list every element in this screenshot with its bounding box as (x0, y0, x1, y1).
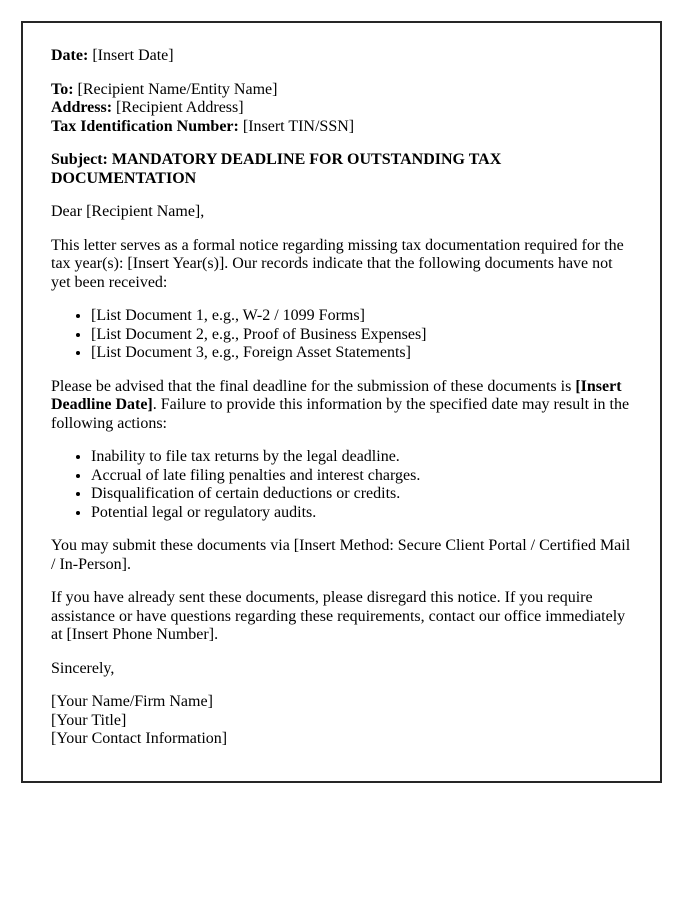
text-run: Sincerely, (51, 659, 115, 677)
bold-text-run: Tax Identification Number: (51, 117, 239, 135)
bullet-item: • [List Document 3, e.g., Foreign Asset Statements] (91, 344, 634, 363)
bullet-item: • Inability to file tax returns by the legal deadline. (91, 448, 634, 467)
bullet-item: • [List Document 1, e.g., W-2 / 1099 Forms] (91, 307, 634, 326)
salutation (51, 203, 634, 222)
bold-text-run: Date: (51, 47, 89, 64)
text-run: If you have already sent these documents, please disregard this notice. If you require assistance or have questions regarding these requirements, contact our office immediately at [Insert Phone Number]. (51, 589, 626, 643)
text-run: [Insert Date] (88, 47, 174, 64)
text-run: Please be advised that the final deadline for the submission of these documents is (51, 377, 576, 395)
consequences-list (51, 448, 634, 522)
bullet-item: • Potential legal or regulatory audits. (91, 504, 634, 523)
submission-method-paragraph (51, 537, 634, 574)
text-run: [Recipient Name/Entity Name] (73, 80, 278, 98)
recipient-block (51, 81, 634, 137)
subject-line (51, 151, 634, 188)
text-run: You may submit these documents via [Insert Method: Secure Client Portal / Certified Mail / In-Person]. (51, 537, 631, 573)
bold-text-run: Subject: MANDATORY DEADLINE FOR OUTSTANDING TAX DOCUMENTATION (51, 151, 502, 187)
date-line (51, 47, 634, 66)
text-run: [Your Title] (51, 711, 127, 729)
bold-text-run: To: (51, 80, 74, 98)
letter-document (21, 21, 662, 783)
disregard-paragraph (51, 589, 634, 645)
text-run: [Your Name/Firm Name] (51, 693, 213, 710)
bold-text-run: Address: (51, 99, 113, 116)
text-run: Dear [Recipient Name], (51, 203, 205, 220)
bullet-item: • Accrual of late filing penalties and interest charges. (91, 467, 634, 486)
text-run: [Recipient Address] (112, 99, 244, 116)
signature-block (51, 693, 634, 749)
bullet-item: • Disqualification of certain deductions or credits. (91, 485, 634, 504)
closing (51, 660, 634, 679)
missing-documents-list (51, 307, 634, 363)
text-run: This letter serves as a formal notice regarding missing tax documentation required for the tax year(s): [Insert Year(s)]. Our records indicate that the following documents have not yet been received: (51, 236, 624, 291)
text-run: [Insert TIN/SSN] (238, 117, 355, 135)
intro-paragraph (51, 237, 634, 293)
text-run: [Your Contact Information] (51, 730, 228, 747)
letter-body (23, 23, 660, 784)
deadline-paragraph (51, 378, 634, 434)
bullet-item: • [List Document 2, e.g., Proof of Business Expenses] (91, 326, 634, 345)
bold-text-run: [Insert Deadline Date] (51, 377, 622, 413)
text-run: . Failure to provide this information by the specified date may result in the following actions: (51, 396, 630, 432)
